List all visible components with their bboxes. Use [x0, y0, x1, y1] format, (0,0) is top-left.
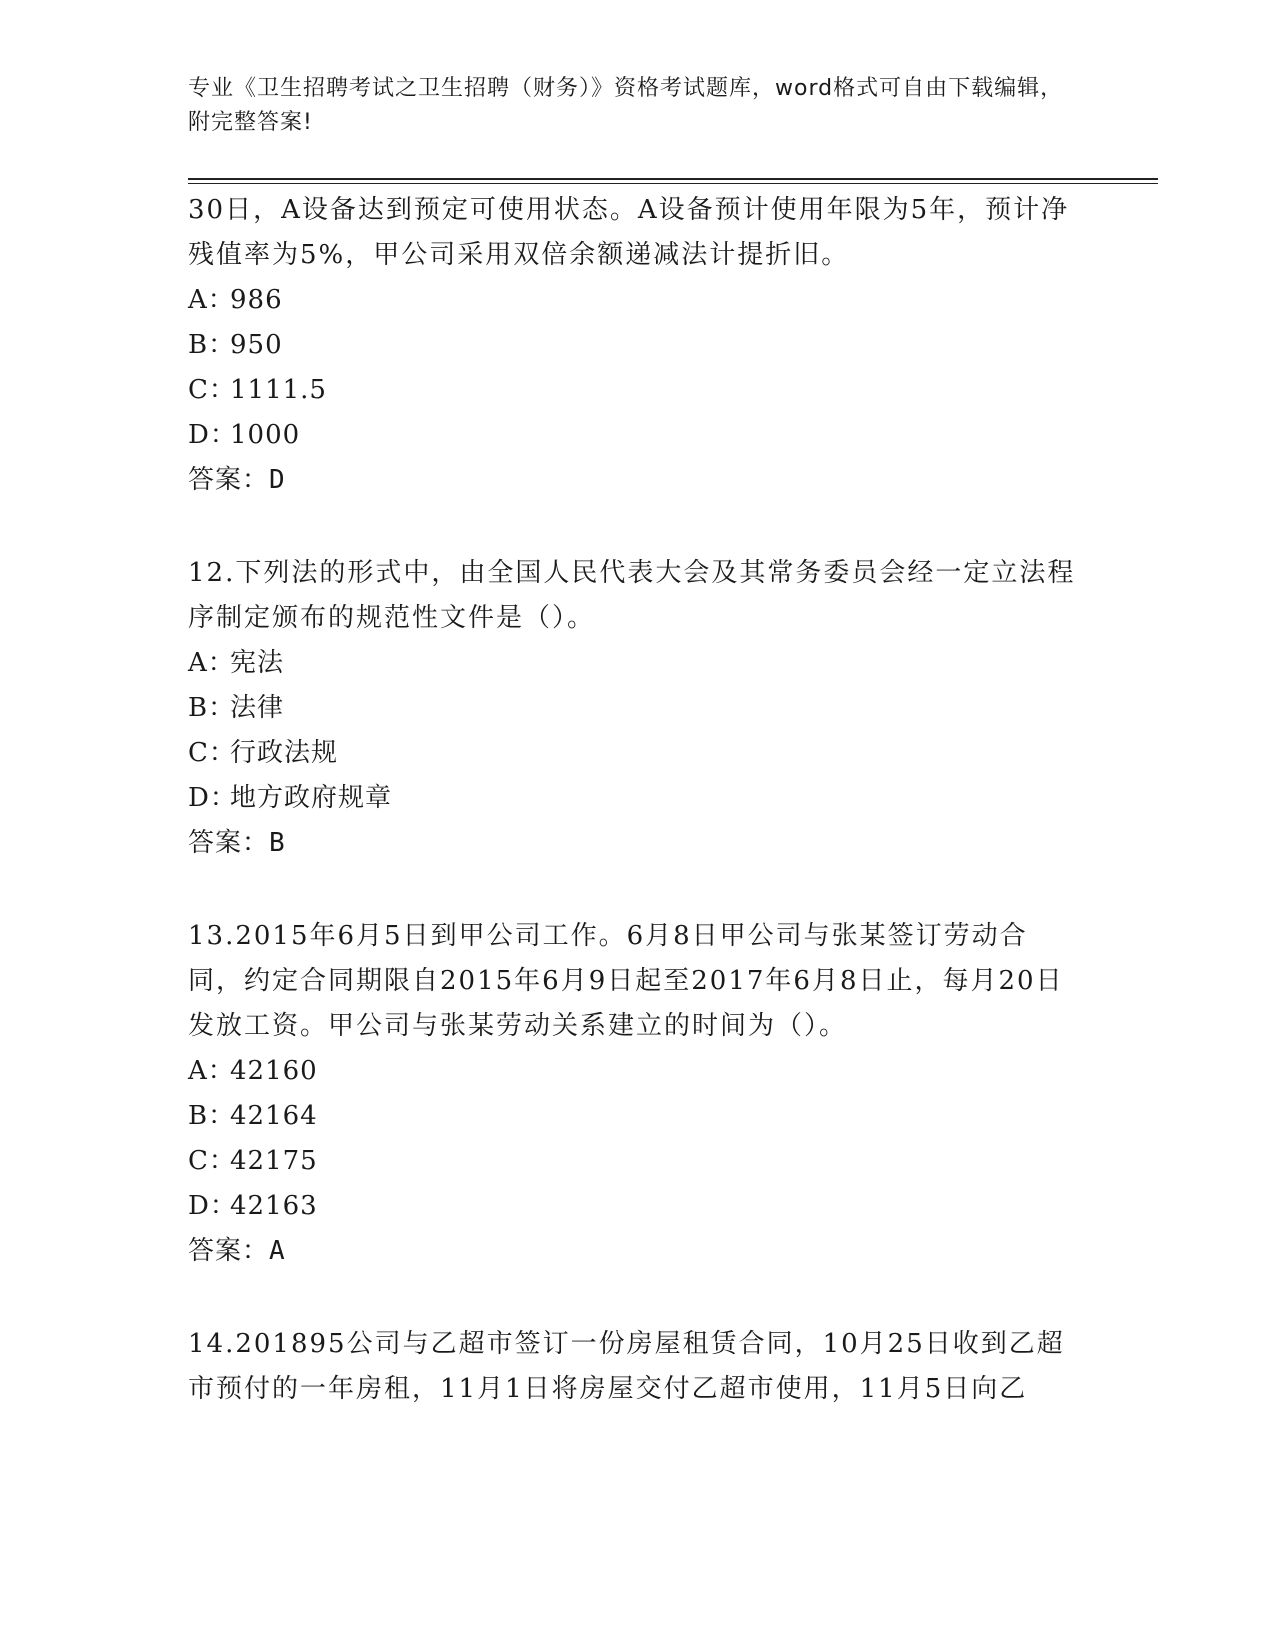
option-d — [188, 413, 1158, 458]
option-key: D： — [188, 1191, 237, 1221]
option-key: C： — [188, 738, 236, 768]
option-key: A： — [188, 648, 235, 678]
option-value: 950 — [230, 330, 283, 360]
header-note: 专业《卫生招聘考试之卫生招聘（财务）》资格考试题库，word格式可自由下载编辑，附完整答案! — [188, 76, 1064, 135]
option-value: 986 — [230, 285, 283, 315]
question-text: 30日，A设备达到预定可使用状态。A设备预计使用年限为5年，预计净残值率为5%，甲公司采用双倍余额递减法计提折旧。 — [188, 195, 1070, 270]
option-a — [188, 1049, 1158, 1094]
question-continued — [188, 188, 1158, 503]
option-key: C： — [188, 1146, 236, 1176]
header-divider — [188, 178, 1158, 184]
answer-line: 答案：A — [188, 1236, 286, 1266]
option-value: 42160 — [230, 1056, 318, 1086]
option-key: D： — [188, 783, 237, 813]
question-text: 13.2015年6月5日到甲公司工作。6月8日甲公司与张某签订劳动合同，约定合同期限自2015年6月9日起至2017年6月8日止，每月20日发放工资。甲公司与张某劳动关系建立的时间为（）。 — [188, 921, 1064, 1041]
option-c — [188, 1139, 1158, 1184]
document-page — [188, 72, 1158, 1412]
option-key: D： — [188, 420, 237, 450]
option-value: 地方政府规章 — [230, 783, 393, 813]
option-value: 42175 — [230, 1146, 318, 1176]
option-key: C： — [188, 375, 236, 405]
option-a — [188, 278, 1158, 323]
option-key: A： — [188, 1056, 235, 1086]
option-value: 42163 — [230, 1191, 318, 1221]
option-value: 1000 — [230, 420, 301, 450]
answer-line: 答案：D — [188, 465, 286, 495]
option-d — [188, 776, 1158, 821]
option-b — [188, 323, 1158, 368]
option-value: 宪法 — [230, 648, 285, 678]
option-value: 42164 — [230, 1101, 318, 1131]
option-value: 法律 — [230, 693, 285, 723]
option-d — [188, 1184, 1158, 1229]
option-key: B： — [188, 330, 236, 360]
question-14 — [188, 1322, 1158, 1412]
question-13 — [188, 914, 1158, 1274]
option-b — [188, 686, 1158, 731]
option-b — [188, 1094, 1158, 1139]
question-12 — [188, 551, 1158, 866]
option-key: B： — [188, 1101, 236, 1131]
question-text: 12.下列法的形式中，由全国人民代表大会及其常务委员会经一定立法程序制定颁布的规范性文件是（）。 — [188, 558, 1076, 633]
option-key: B： — [188, 693, 236, 723]
option-value: 1111.5 — [230, 375, 327, 405]
option-key: A： — [188, 285, 235, 315]
option-c — [188, 731, 1158, 776]
option-c — [188, 368, 1158, 413]
option-value: 行政法规 — [230, 738, 339, 768]
answer-line: 答案：B — [188, 828, 286, 858]
question-text: 14.201895公司与乙超市签订一份房屋租赁合同，10月25日收到乙超市预付的一年房租，11月1日将房屋交付乙超市使用，11月5日向乙 — [188, 1329, 1065, 1404]
option-a — [188, 641, 1158, 686]
